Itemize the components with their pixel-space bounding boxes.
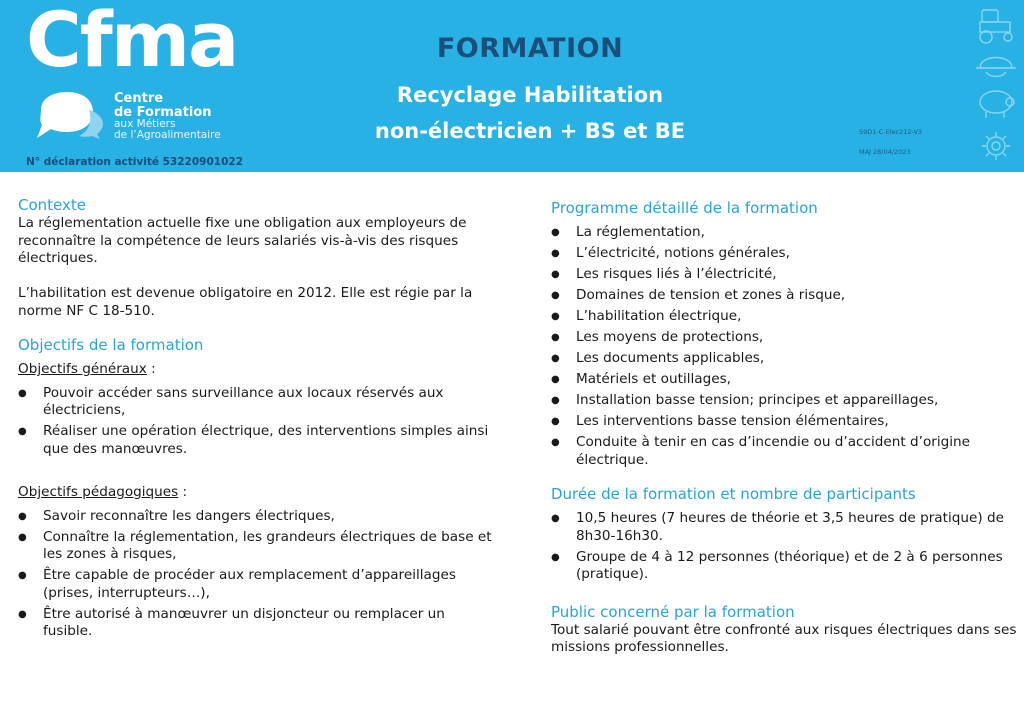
subtitle-line-1: Recyclage Habilitation [396,83,664,107]
list-item: ● Les documents applicables, [551,350,1019,368]
pig-icon [980,91,1014,118]
header-band [0,0,1024,172]
objectifs-generaux-colon: : [146,361,156,377]
list-item: ● Savoir reconnaître les dangers électriques, [18,508,498,526]
section-title-objectifs: Objectifs de la formation [18,336,204,354]
list-item: ● Pouvoir accéder sans surveillance aux locaux réservés aux électriciens, [18,385,498,420]
centre-line-1: Centre [114,91,164,106]
page-subtitle [330,77,730,149]
objectifs-pedagogiques-list [18,508,498,641]
list-item: ● Les risques liés à l’électricité, [551,266,1019,284]
subtitle-line-2: non-électricien + BS et BE [374,119,686,143]
list-item: ● Réaliser une opération électrique, des interventions simples ainsi que des manœuvres. [18,423,498,458]
objectifs-generaux-heading [18,361,498,379]
section-title-programme: Programme détaillé de la formation [551,199,818,217]
gear-icon [982,132,1010,160]
centre-line-4: de l’Agroalimentaire [114,129,221,142]
cfma-logo: Cfma [26,0,238,84]
section-title-duree: Durée de la formation et nombre de participants [551,485,916,503]
list-item: ● 10,5 heures (7 heures de théorie et 3,5 heures de pratique) de 8h30-16h30. [551,510,1019,545]
duree-list [551,510,1019,584]
centre-line-2: de Formation [114,104,212,120]
list-item: ● Groupe de 4 à 12 personnes (théorique) et de 2 à 6 personnes (pratique). [551,549,1019,584]
section-title-contexte: Contexte [18,196,86,214]
document-date: MAJ 28/04/2023 [859,148,911,156]
tractor-icon [980,10,1012,43]
list-item: ● Conduite à tenir en cas d’incendie ou d’accident d’origine électrique. [551,434,1019,469]
objectifs-pedagogiques-label: Objectifs pédagogiques [18,484,179,500]
title-block [330,33,730,149]
list-item: ● Les moyens de protections, [551,329,1019,347]
objectifs-generaux-label: Objectifs généraux [18,361,147,377]
document-reference: S9D1-C-Elec212-V3 [859,128,923,136]
contexte-paragraph-1: La réglementation actuelle fixe une obligation aux employeurs de reconnaître la compétence de leurs salariés vis-à-vis des risques électriques. [18,215,467,266]
objectifs-pedagogiques-heading [18,484,498,502]
left-column [18,195,498,644]
page-title: FORMATION [436,33,624,64]
list-item: ● Connaître la réglementation, les grandeurs électriques de base et les zones à risques, [18,529,498,564]
list-item: ● L’électricité, notions générales, [551,245,1019,263]
objectifs-pedagogiques-colon: : [178,484,188,500]
contexte-paragraph-2: L’habilitation est devenue obligatoire en 2012. Elle est régie par la norme NF C 18-510. [18,285,473,319]
list-item: ● Être capable de procéder aux remplacement d’appareillages (prises, interrupteurs…), [18,567,498,602]
sector-icons [972,6,1020,166]
list-item: ● L’habilitation électrique, [551,308,1019,326]
right-column [551,198,1019,657]
list-item: ● Domaines de tension et zones à risque, [551,287,1019,305]
helmet-icon [976,58,1016,77]
list-item: ● Installation basse tension; principes et appareillages, [551,392,1019,410]
centre-name [114,92,221,141]
public-paragraph: Tout salarié pouvant être confronté aux risques électriques dans ses missions professionnelles. [551,621,1017,655]
list-item: ● Les interventions basse tension élémentaires, [551,413,1019,431]
objectifs-generaux-list [18,385,498,459]
section-title-public: Public concerné par la formation [551,602,795,621]
speech-bubble-icon [33,90,105,140]
list-item: ● La réglementation, [551,224,1019,242]
centre-line-3: aux Métiers [114,118,176,131]
list-item: ● Être autorisé à manœuvrer un disjoncteur ou remplacer un fusible. [18,606,498,641]
declaration-number: N° déclaration activité 53220901022 [26,156,243,168]
list-item: ● Matériels et outillages, [551,371,1019,389]
programme-list [551,224,1019,469]
